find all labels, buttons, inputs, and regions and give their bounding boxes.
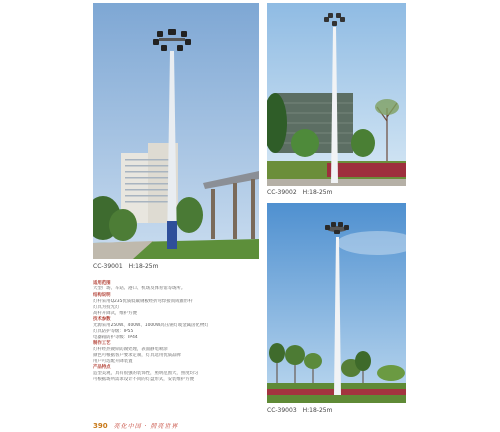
description-line: 灯杆采用Q235优质低碳钢板经折弯焊接而成锥形杆 bbox=[93, 298, 193, 304]
caption-39003 bbox=[267, 407, 332, 414]
product-code: CC-39002 bbox=[267, 189, 297, 196]
page-number: 390 bbox=[93, 422, 108, 430]
product-height: H:18-25m bbox=[302, 189, 333, 196]
section-title: 适用范围 bbox=[93, 280, 111, 286]
footer-slogan: 亮化中国 · 照亮世界 bbox=[113, 423, 179, 430]
product-photo-39001 bbox=[93, 3, 259, 259]
section-title: 结构说明 bbox=[93, 292, 111, 298]
caption-39001 bbox=[93, 263, 158, 270]
section-title: 制作工艺 bbox=[93, 341, 111, 347]
product-height: H:18-25m bbox=[302, 407, 333, 414]
section-title: 产品特点 bbox=[93, 365, 111, 371]
description-line: 电器箱防护等级：IP44 bbox=[93, 334, 138, 340]
description-line: 用户可选配升降装置 bbox=[93, 358, 133, 364]
page-footer bbox=[93, 413, 178, 432]
product-code: CC-39001 bbox=[93, 263, 123, 270]
description-line: 大型广场、车站、港口、机场及体育馆等场所。 bbox=[93, 286, 186, 292]
product-description bbox=[93, 280, 231, 383]
description-line: 颜色可根据客户要求定制，灯具选用优质品牌 bbox=[93, 352, 181, 358]
product-code: CC-39003 bbox=[267, 407, 297, 414]
description-line: 造型美观，具有很强的装饰性，照明范围大，照度均匀 bbox=[93, 371, 199, 377]
description-line: 灯具为投光灯 bbox=[93, 304, 120, 310]
description-line: 高杆升降式，维护方便 bbox=[93, 310, 137, 316]
description-line: 可根据场所需求设计不同的灯盘形式，安装维护方便 bbox=[93, 377, 194, 382]
product-photo-39002 bbox=[267, 3, 406, 186]
product-photo-39003 bbox=[267, 203, 406, 403]
description-line: 灯具防护等级：IP55 bbox=[93, 328, 134, 334]
caption-39002 bbox=[267, 189, 332, 196]
section-title: 技术参数 bbox=[93, 316, 111, 322]
description-line: 灯杆经热镀锌防腐处理，表面静电喷涂 bbox=[93, 346, 168, 352]
description-line: 光源采用250W、400W、1000W高压钠灯或金属卤化物灯 bbox=[93, 322, 209, 328]
product-height: H:18-25m bbox=[128, 263, 159, 270]
